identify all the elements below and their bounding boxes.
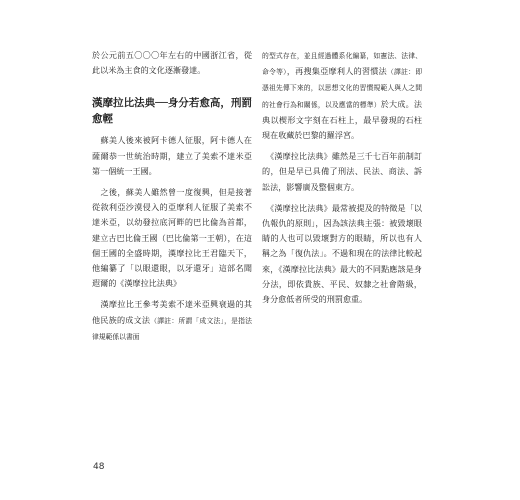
section-heading: 漢摩拉比法典──身分若愈高，刑罰愈輕 [92,97,252,126]
paragraph-babylon: 之後，蘇美人雖然曾一度復興，但是接著從敘利亞沙漠侵入的亞摩利人征服了美索不達米亞，以幼發拉底河畔的巴比倫為首都，建立古巴比倫王國（巴比倫第一王朝），在這個王國的全盛時期，漢摩拉比王君臨天下，他編纂了「以眼還眼，以牙還牙」這部名聞遐爾的《漢摩拉比法典》 [92,187,252,289]
translator-note-customary-law: （譯註：即憑祖先傳下來的，以思想文化的習慣規範人與人之間的社會行為和關係，以及應當的標準） [262,68,422,109]
page-number: 48 [93,462,105,472]
right-column [262,48,422,307]
paragraph-code-contents: 《漢摩拉比法典》雖然是三千七百年前制訂的，但是早已具備了刑法、民法、商法、訴訟法，影響廣及整個東方。 [262,151,422,192]
paragraph-customary-law-text: ，再搜集亞摩利人的習慣法 [286,66,387,77]
translator-note-written-law: （譯註：所謂「成文法」，是指法律規範係以書面 [92,316,252,341]
intro-paragraph: 於公元前五〇〇〇年左右的中國浙江省，從此以米為主食的文化逐漸發達。 [92,50,252,76]
paragraph-sumer-akkad: 蘇美人後來被阿卡德人征服，阿卡德人在薩爾恭一世統治時期，建立了美索不達米亞第一個統一王國。 [92,135,252,176]
paragraph-written-law-text: 漢摩拉比王參考美索不達米亞興衰過的其他民族的成文法 [92,299,252,325]
paragraph-retaliation: 《漢摩拉比法典》最常被提及的特徵是「以仇報仇的原則」，因為該法典主張：被毀壞眼睛的人也可以毀壞對方的眼睛，所以也有人稱之為「復仇法」。不過和現在的法律比較起來，《漢摩拉比法典》最大的不同點應該是身分法，即依貴族、平民、奴隸之社會階級，身分愈低者所受的刑罰愈重。 [262,202,422,305]
left-column [92,48,252,345]
translator-note-continued: 的型式存在，並且經過體系化編纂，如憲法、法律、命令等） [262,52,422,77]
paragraph-written-law [92,297,252,345]
paragraph-customary-law [262,48,422,143]
paragraph-stele-text: 於大成。法典以楔形文字刻在石柱上，最早發現的石柱現在收藏於巴黎的羅浮宮。 [262,98,422,141]
